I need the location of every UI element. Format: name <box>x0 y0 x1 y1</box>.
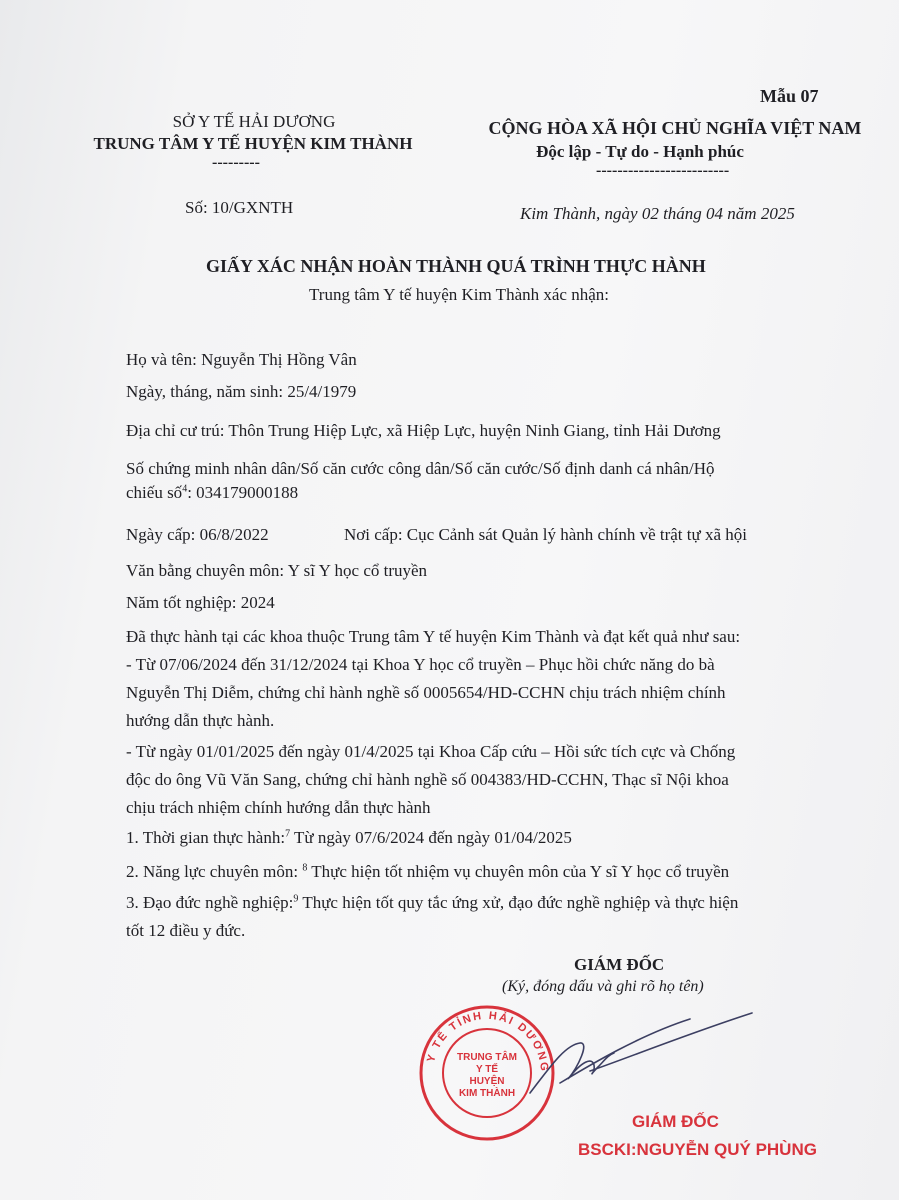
document-title: GIẤY XÁC NHẬN HOÀN THÀNH QUÁ TRÌNH THỰC HÀNH <box>206 256 706 276</box>
national-motto: Độc lập - Tự do - Hạnh phúc <box>536 142 744 161</box>
document-number: Số: 10/GXNTH <box>185 198 294 217</box>
person-address: Địa chỉ cư trú: Thôn Trung Hiệp Lực, xã Hiệp Lực, huyện Ninh Giang, tỉnh Hải Dương <box>126 421 721 440</box>
signature-role: GIÁM ĐỐC <box>574 955 665 974</box>
degree: Văn bằng chuyên môn: Y sĩ Y học cổ truyền <box>126 561 428 580</box>
signature-instruction: (Ký, đóng dấu và ghi rõ họ tên) <box>502 978 704 995</box>
country-name: CỘNG HÒA XÃ HỘI CHỦ NGHĨA VIỆT NAM <box>488 118 862 138</box>
footnote-7: 7 <box>285 828 291 840</box>
org-name: TRUNG TÂM Y TẾ HUYỆN KIM THÀNH <box>93 134 413 153</box>
form-number: Mẫu 07 <box>760 86 819 106</box>
practice-2-line-2: độc do ông Vũ Văn Sang, chứng chỉ hành nghề số 004383/HD-CCHN, Thạc sĩ Nội khoa <box>126 770 729 789</box>
issue-place: Nơi cấp: Cục Cảnh sát Quản lý hành chính về trật tự xã hội <box>344 525 747 544</box>
footnote-9: 9 <box>293 893 299 905</box>
result-1-label: 1. Thời gian thực hành: <box>126 828 286 847</box>
person-id-line-1: Số chứng minh nhân dân/Số căn cước công dân/Số căn cước/Số định danh cá nhân/Hộ <box>126 459 715 478</box>
stamp-line-1: TRUNG TÂM <box>457 1052 517 1063</box>
result-2-text: Thực hiện tốt nhiệm vụ chuyên môn của Y sĩ Y học cổ truyền <box>307 862 730 881</box>
practice-2-line-1: - Từ ngày 01/01/2025 đến ngày 01/4/2025 tại Khoa Cấp cứu – Hồi sức tích cực và Chống <box>126 742 736 761</box>
id-number: : 034179000188 <box>187 483 299 502</box>
result-2-label: 2. Năng lực chuyên môn: <box>126 862 303 881</box>
result-3-label: 3. Đạo đức nghề nghiệp: <box>126 893 294 912</box>
graduation-year: Năm tốt nghiệp: 2024 <box>126 593 275 612</box>
practice-1-line-2: Nguyễn Thị Diễm, chứng chỉ hành nghề số 0005654/HD-CCHN chịu trách nhiệm chính <box>126 683 726 702</box>
place-date: Kim Thành, ngày 02 tháng 04 năm 2025 <box>520 204 795 223</box>
document-subtitle: Trung tâm Y tế huyện Kim Thành xác nhận: <box>309 285 609 304</box>
id-label: chiếu số <box>126 483 183 502</box>
practice-1-line-1: - Từ 07/06/2024 đến 31/12/2024 tại Khoa Y học cổ truyền – Phục hồi chức năng do bà <box>126 655 715 674</box>
org-divider: --------- <box>212 154 260 171</box>
result-3-text: Thực hiện tốt quy tắc ứng xử, đạo đức nghề nghiệp và thực hiện <box>298 893 739 912</box>
footnote-8: 8 <box>302 862 308 874</box>
director-name: BSCKI:NGUYỄN QUÝ PHÙNG <box>578 1140 817 1159</box>
result-1-text: Từ ngày 07/6/2024 đến ngày 01/04/2025 <box>290 828 572 847</box>
issue-date: Ngày cấp: 06/8/2022 <box>126 525 269 544</box>
practice-intro: Đã thực hành tại các khoa thuộc Trung tâm Y tế huyện Kim Thành và đạt kết quả như sau: <box>126 627 741 646</box>
result-practice-time <box>126 828 572 848</box>
person-id-line-2 <box>126 483 298 503</box>
footnote-4: 4 <box>182 483 188 495</box>
result-competence <box>126 862 729 882</box>
person-dob: Ngày, tháng, năm sinh: 25/4/1979 <box>126 382 357 401</box>
stamp-director-title: GIÁM ĐỐC <box>632 1112 719 1131</box>
person-name: Họ và tên: Nguyễn Thị Hồng Vân <box>126 350 357 369</box>
org-parent: SỞ Y TẾ HẢI DƯƠNG <box>172 112 336 131</box>
stamp-line-3: HUYỆN <box>469 1076 505 1087</box>
result-ethics-line-2: tốt 12 điều y đức. <box>126 921 246 940</box>
practice-1-line-3: hướng dẫn thực hành. <box>126 711 275 730</box>
result-ethics <box>126 893 738 913</box>
practice-2-line-3: chịu trách nhiệm chính hướng dẫn thực hành <box>126 798 431 817</box>
director-signature <box>520 1005 770 1105</box>
stamp-line-4: KIM THÀNH <box>458 1088 516 1099</box>
stamp-line-2: Y TẾ <box>475 1064 499 1075</box>
stamp-ring-text: Y TẾ TỈNH HẢI DƯƠNG <box>425 1009 551 1074</box>
motto-divider: ------------------------- <box>596 162 730 179</box>
